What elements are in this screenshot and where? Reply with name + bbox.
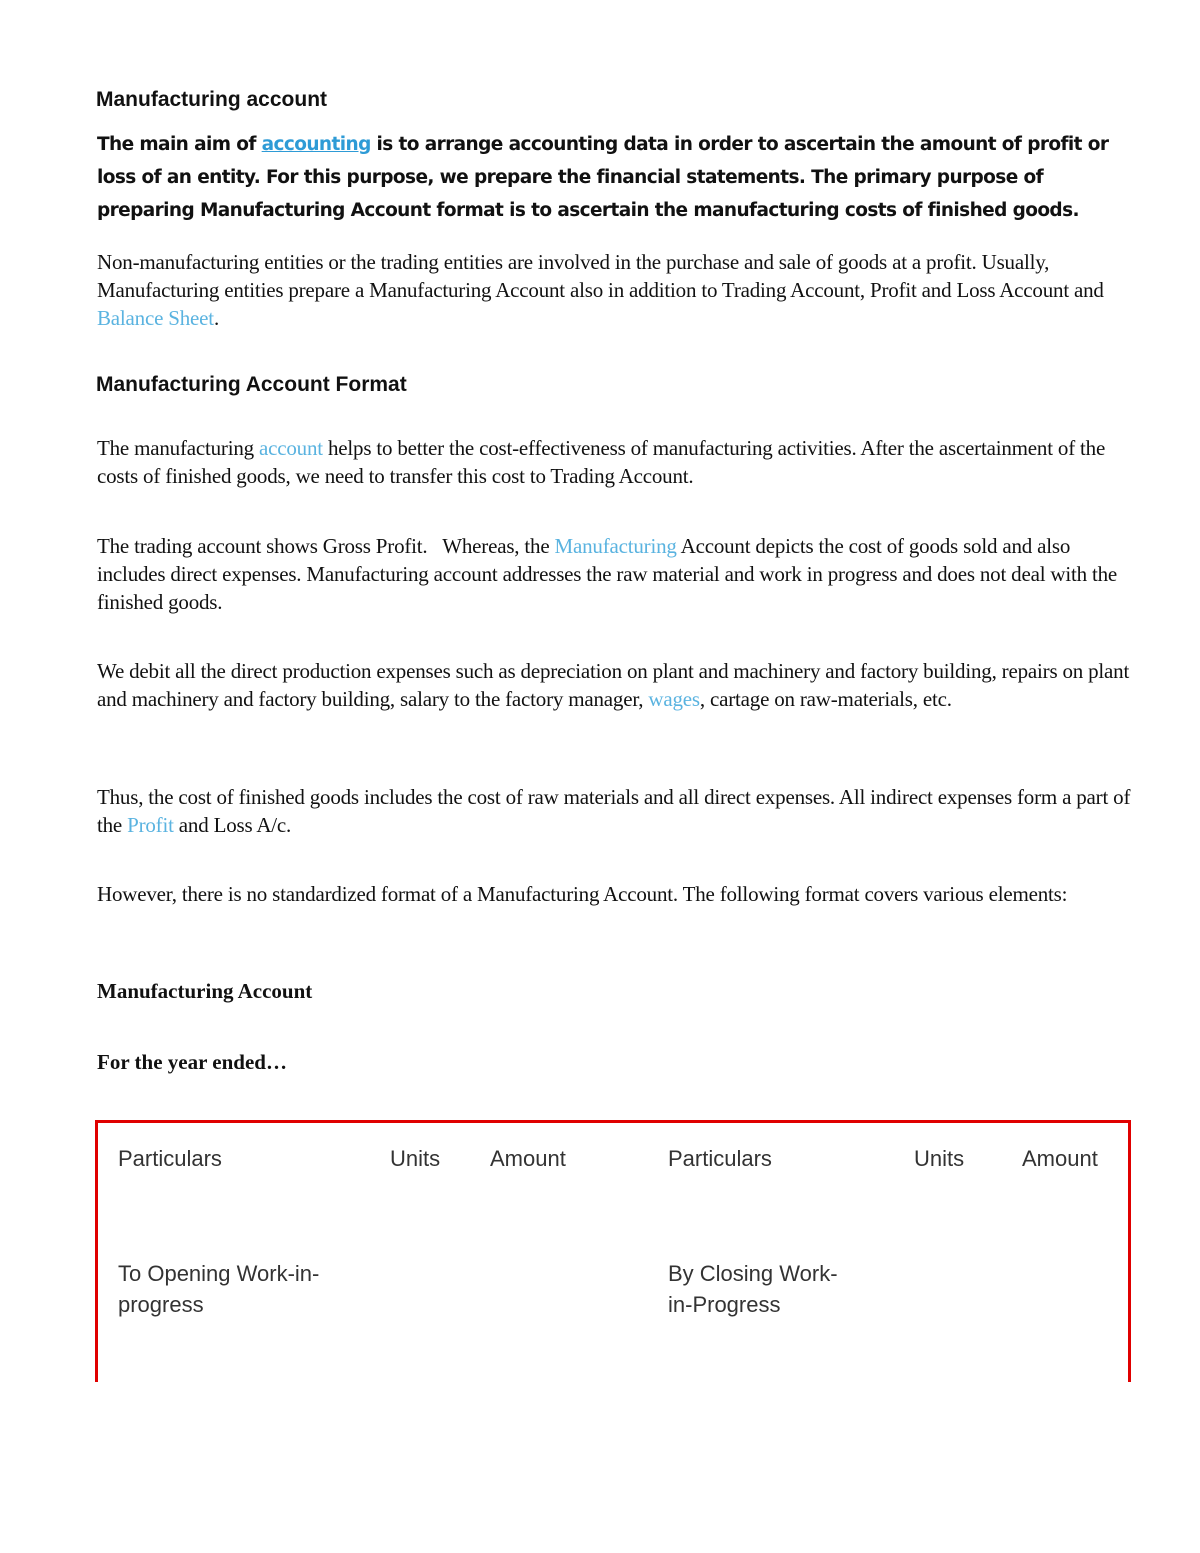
paragraph-no-standard-format: However, there is no standardized format of a Manufacturing Account. The following format covers various elements: bbox=[97, 882, 1068, 906]
profit-link[interactable]: Profit bbox=[127, 813, 174, 837]
header-particulars-credit: Particulars bbox=[668, 1146, 772, 1171]
row-closing-wip-line1: By Closing Work- bbox=[668, 1261, 838, 1286]
accounting-link[interactable]: accounting bbox=[261, 134, 371, 155]
account-link[interactable]: account bbox=[259, 436, 323, 460]
header-particulars-debit: Particulars bbox=[118, 1146, 222, 1171]
balance-sheet-link[interactable]: Balance Sheet bbox=[97, 306, 214, 330]
page-title: Manufacturing account bbox=[96, 88, 328, 111]
paragraph-text-end: , cartage on raw-materials, etc. bbox=[699, 687, 952, 711]
wages-link[interactable]: wages bbox=[648, 687, 700, 711]
paragraph-text-start: We debit all the direct production expenses such as depreciation on plant and machinery and factory building, repairs on plant and machinery and factory building, salary to the factory manager, bbox=[97, 659, 1130, 711]
paragraph-text: Non-manufacturing entities or the trading entities are involved in the purchase and sale of goods at a profit. Usually, Manufacturing entities prepare a Manufacturing Account also in addition to Trading Account, Profit and Loss Account and bbox=[97, 250, 1104, 302]
paragraph-text-start: The trading account shows Gross Profit. Whereas, the bbox=[97, 534, 555, 558]
header-amount-debit: Amount bbox=[490, 1146, 566, 1171]
paragraph-text-end: Account depicts the cost of goods sold and also includes direct expenses. Manufacturing account addresses the raw material and work in progress and does not deal with the finished goods. bbox=[97, 534, 1118, 614]
row-opening-wip-line1: To Opening Work-in- bbox=[118, 1261, 320, 1286]
paragraph-non-manufacturing bbox=[97, 248, 1137, 332]
paragraph-text-start: Thus, the cost of finished goods includes the cost of raw materials and all direct expenses. All indirect expenses form a part of the bbox=[97, 785, 1131, 837]
paragraph-text-start: The manufacturing bbox=[97, 436, 260, 460]
intro-text-end: is to arrange accounting data in order to ascertain the amount of profit or loss of an entity. For this purpose, we prepare the financial statements. The primary purpose of preparing Manufacturing Account format is to ascertain the manufacturing costs of finished goods. bbox=[97, 134, 1109, 221]
paragraph-trading-account bbox=[97, 532, 1137, 616]
section-heading-format: Manufacturing Account Format bbox=[96, 373, 407, 396]
manufacturing-account-table bbox=[95, 1120, 1131, 1382]
intro-text-start: The main aim of bbox=[97, 134, 262, 155]
paragraph-text-end: and Loss A/c. bbox=[173, 813, 292, 837]
row-closing-wip-line2: in-Progress bbox=[668, 1292, 781, 1317]
year-ended-line: For the year ended… bbox=[97, 1050, 287, 1074]
row-closing-wip bbox=[668, 1258, 838, 1320]
account-title: Manufacturing Account bbox=[97, 979, 313, 1003]
row-opening-wip-line2: progress bbox=[118, 1292, 204, 1317]
header-units-debit: Units bbox=[390, 1146, 441, 1171]
paragraph-text-end: helps to better the cost-effectiveness of manufacturing activities. After the ascertainment of the costs of finished goods, we need to transfer this cost to Trading Account. bbox=[97, 436, 1106, 488]
manufacturing-link[interactable]: Manufacturing bbox=[554, 534, 677, 558]
intro-paragraph bbox=[97, 128, 1137, 227]
paragraph-direct-expenses bbox=[97, 657, 1137, 713]
row-opening-wip bbox=[118, 1258, 319, 1320]
paragraph-end: . bbox=[213, 306, 219, 330]
paragraph-cost-effectiveness bbox=[97, 434, 1137, 490]
header-amount-credit: Amount bbox=[1022, 1146, 1098, 1171]
header-units-credit: Units bbox=[914, 1146, 965, 1171]
paragraph-finished-goods-cost bbox=[97, 783, 1137, 839]
